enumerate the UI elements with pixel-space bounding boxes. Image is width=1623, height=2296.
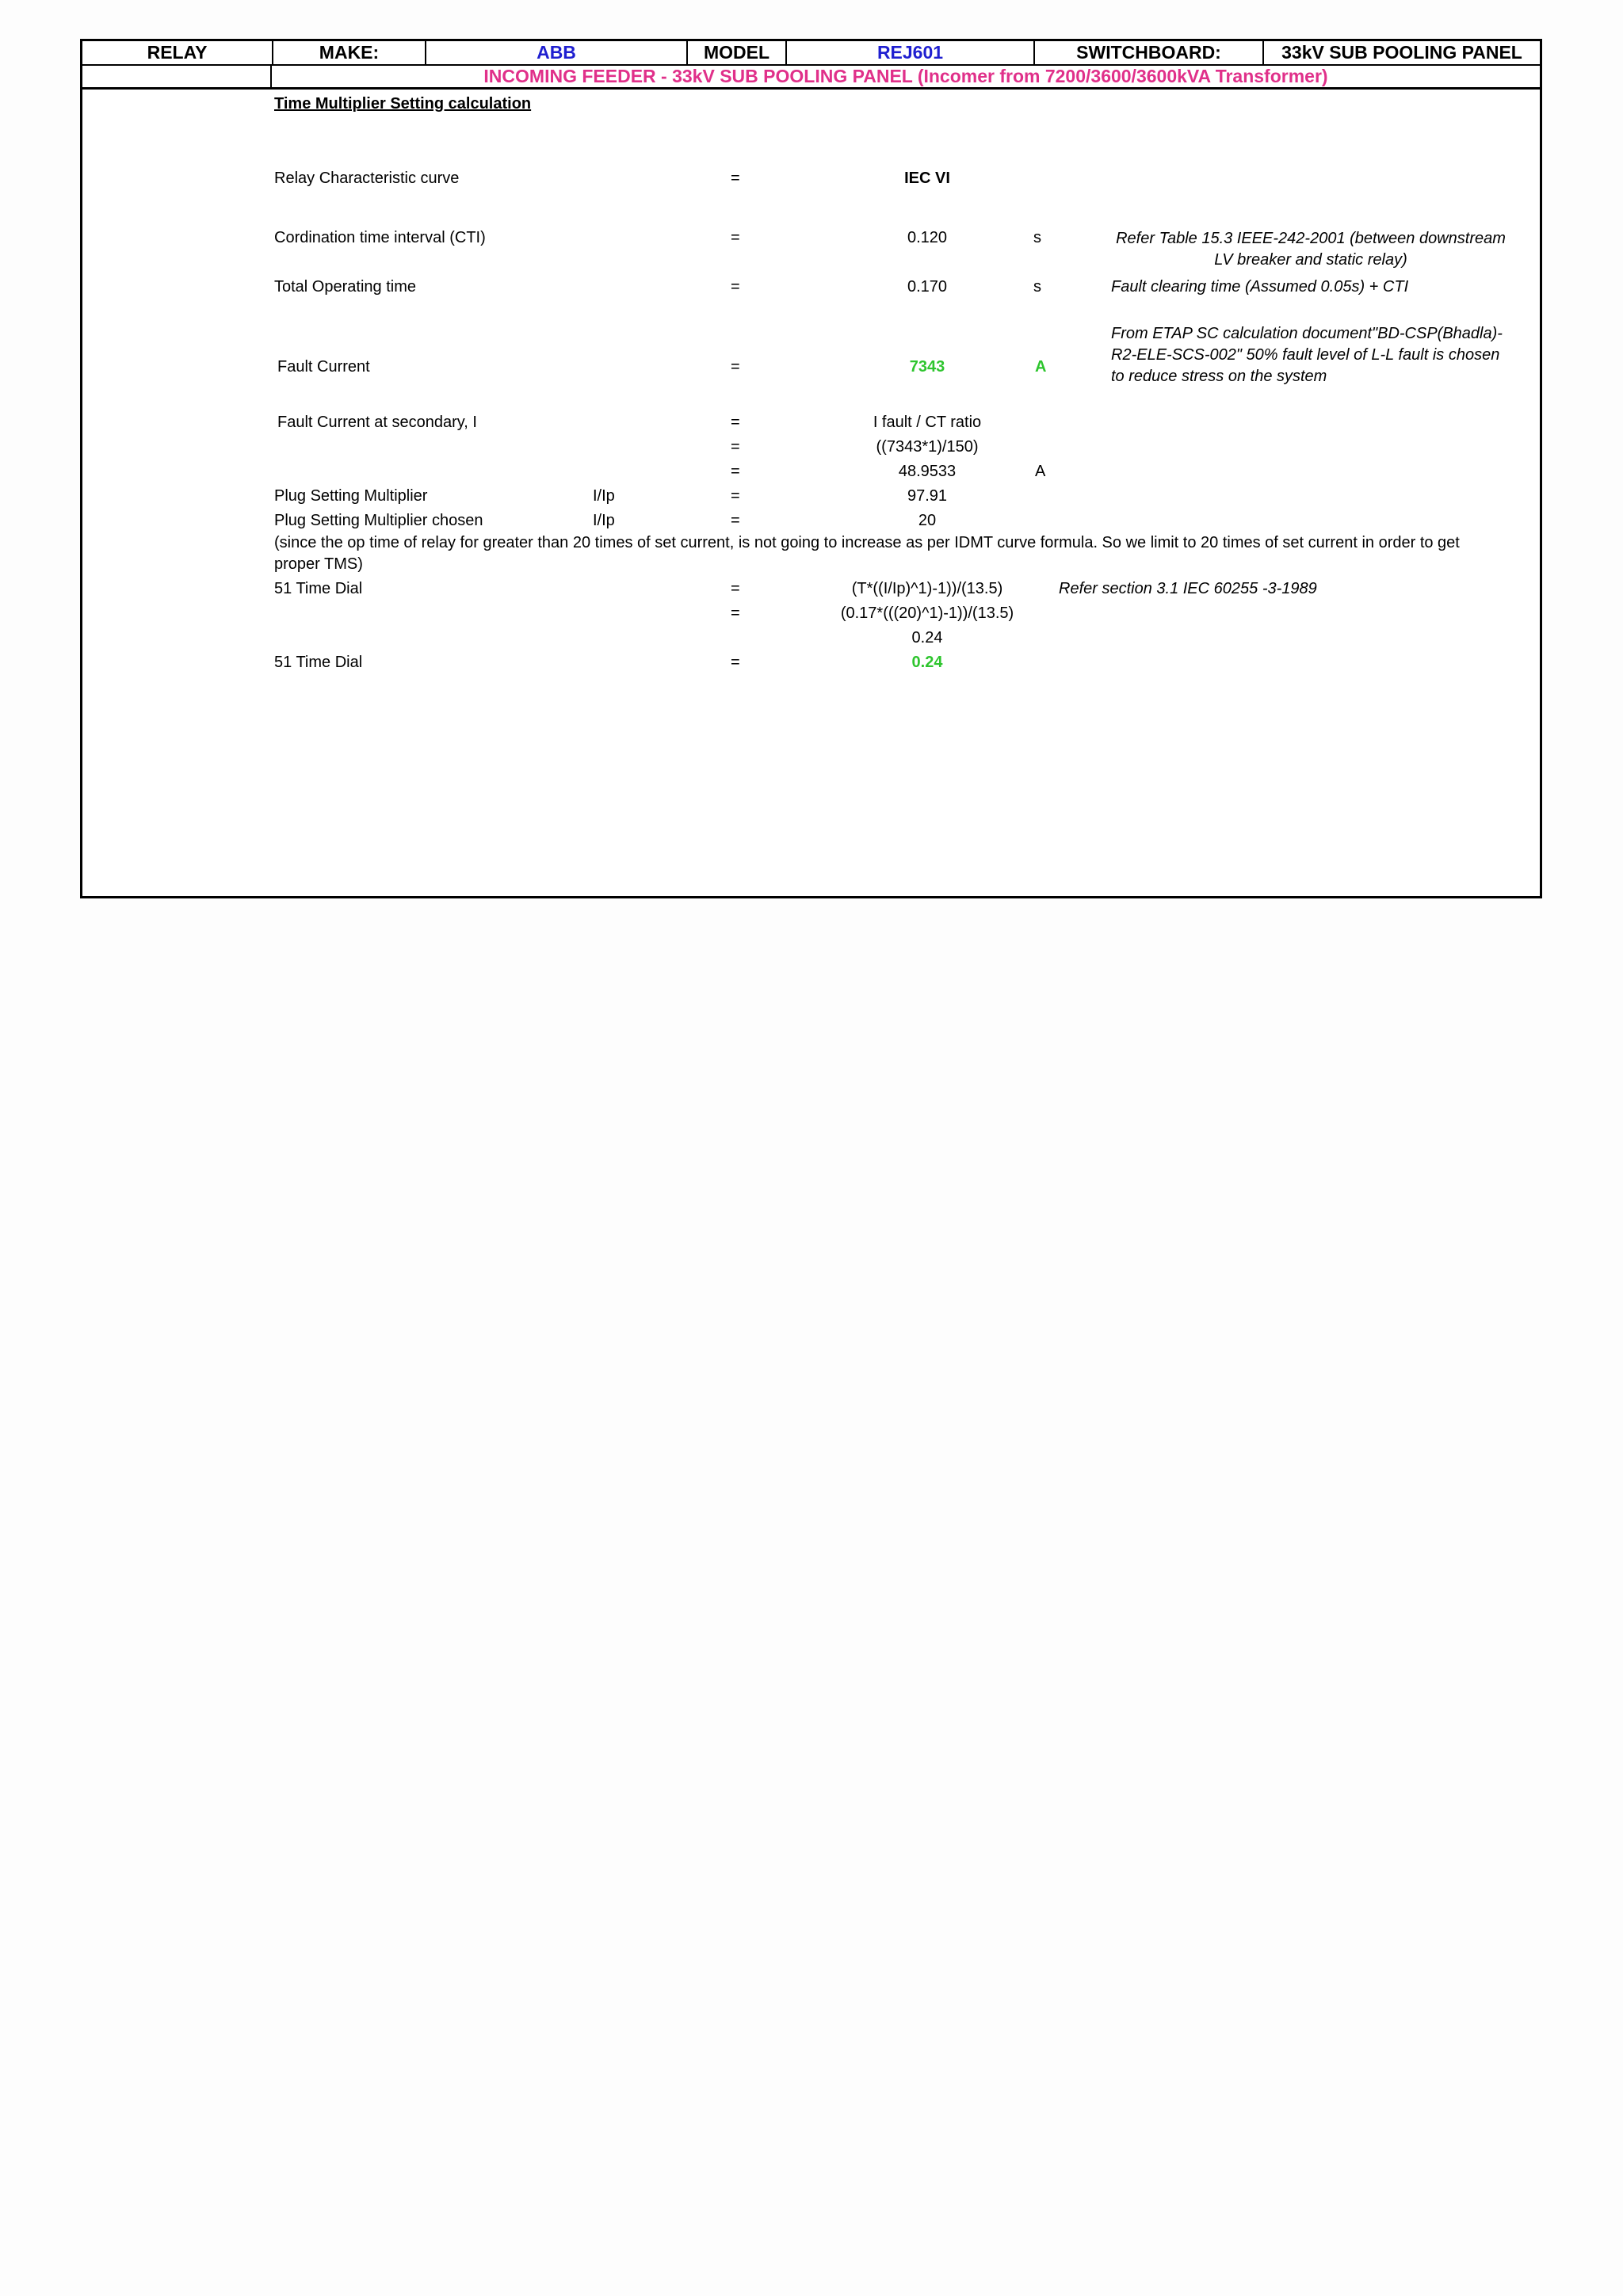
cti-eq: = (731, 229, 740, 246)
psm-symbol: I/Ip (593, 487, 615, 505)
fault-unit: A (1035, 358, 1047, 376)
fault-sec-eq2: = (731, 438, 740, 456)
model-value: REJ601 (787, 41, 1035, 64)
calculation-sheet (80, 39, 1542, 898)
time-dial-final-label: 51 Time Dial (274, 654, 363, 671)
psm-chosen-eq: = (731, 512, 740, 529)
section-heading: Time Multiplier Setting calculation (274, 95, 532, 113)
top-note: Fault clearing time (Assumed 0.05s) + CTI (1111, 278, 1409, 296)
cti-note-line1: Refer Table 15.3 IEEE-242-2001 (between downstream (1116, 230, 1506, 247)
time-dial-eq1: = (731, 580, 740, 597)
fault-sec-eq3: = (731, 463, 740, 480)
psm-chosen-symbol: I/Ip (593, 512, 615, 529)
psm-note-line1: (since the op time of relay for greater than 20 times of set current, is not going to increase as per IDMT curve formula. So we limit to 20 times of set current in order to get (274, 534, 1460, 551)
time-dial-eq2: = (731, 605, 740, 622)
fault-sec-unit3: A (1035, 463, 1046, 480)
cti-label: Cordination time interval (CTI) (274, 229, 486, 246)
fault-sec-eq1: = (731, 414, 740, 431)
model-label: MODEL (688, 41, 787, 64)
time-dial-label: 51 Time Dial (274, 580, 363, 597)
fault-value: 7343 (909, 358, 945, 376)
relay-label: RELAY (82, 41, 273, 64)
psm-value: 97.91 (907, 487, 948, 505)
fault-note-line1: From ETAP SC calculation document"BD-CSP(Bhadla)- (1111, 325, 1503, 342)
time-dial-result: 0.24 (911, 629, 943, 646)
psm-label: Plug Setting Multiplier (274, 487, 428, 505)
switchboard-label: SWITCHBOARD: (1035, 41, 1264, 64)
time-dial-formula: (T*((I/Ip)^1)-1))/(13.5) (851, 580, 1003, 597)
psm-chosen-value: 20 (918, 512, 937, 529)
title-row (82, 66, 1540, 90)
cti-unit: s (1033, 229, 1041, 246)
make-value: ABB (426, 41, 688, 64)
cti-value: 0.120 (907, 229, 948, 246)
top-value: 0.170 (907, 278, 948, 296)
fault-sec-value1: I fault / CT ratio (873, 414, 982, 431)
top-eq: = (731, 278, 740, 296)
top-label: Total Operating time (274, 278, 416, 296)
fault-note-line3: to reduce stress on the system (1111, 368, 1327, 385)
feeder-title: INCOMING FEEDER - 33kV SUB POOLING PANEL (Incomer from 7200/3600/3600kVA Transformer) (483, 66, 1328, 86)
title-left-cell (82, 66, 272, 87)
psm-note-line2: proper TMS) (274, 555, 363, 573)
top-unit: s (1033, 278, 1041, 296)
time-dial-note: Refer section 3.1 IEC 60255 -3-1989 (1059, 580, 1317, 597)
time-dial-final-value: 0.24 (911, 654, 943, 671)
fault-sec-value3: 48.9533 (898, 463, 957, 480)
fault-label: Fault Current (277, 358, 370, 376)
psm-chosen-label: Plug Setting Multiplier chosen (274, 512, 483, 529)
switchboard-value: 33kV SUB POOLING PANEL (1281, 42, 1522, 63)
curve-label: Relay Characteristic curve (274, 170, 460, 187)
psm-eq: = (731, 487, 740, 505)
fault-sec-value2: ((7343*1)/150) (876, 438, 979, 456)
fault-sec-label: Fault Current at secondary, I (277, 414, 477, 431)
make-label: MAKE: (273, 41, 426, 64)
fault-eq: = (731, 358, 740, 376)
cti-note-line2: LV breaker and static relay) (1214, 251, 1407, 269)
fault-note-line2: R2-ELE-SCS-002" 50% fault level of L-L fault is chosen (1111, 346, 1500, 364)
time-dial-substituted: (0.17*(((20)^1)-1))/(13.5) (840, 605, 1014, 622)
curve-eq: = (731, 170, 740, 187)
curve-value: IEC VI (904, 170, 950, 187)
time-dial-final-eq: = (731, 654, 740, 671)
header-row (82, 41, 1540, 66)
